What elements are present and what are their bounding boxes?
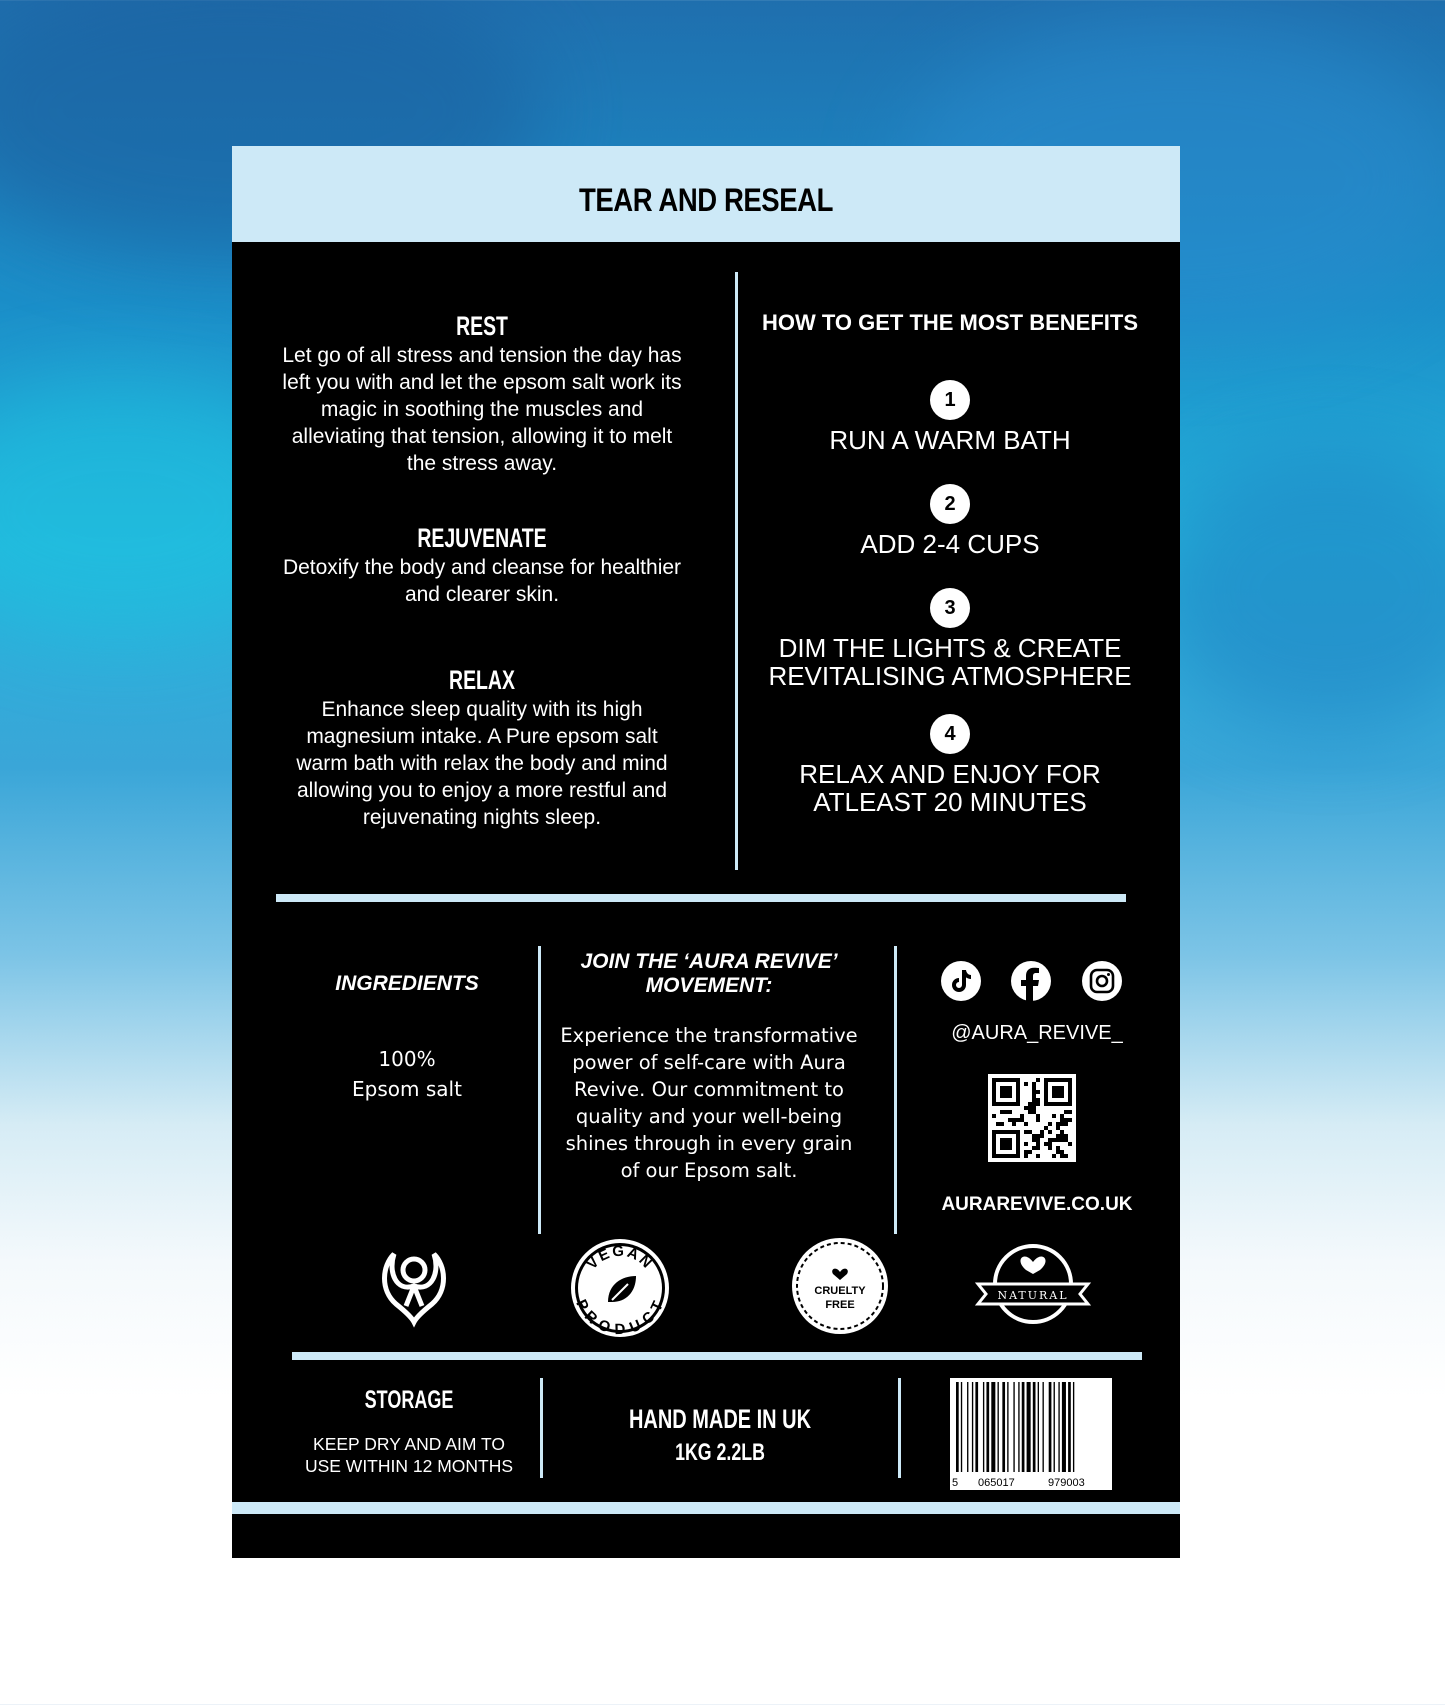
product-back-label (232, 146, 1180, 1558)
movement-text: Experience the transformative power of self-care with Aura Revive. Our commitment to quality and your well-being shines through in every grain of our Epsom salt. (560, 1024, 858, 1182)
step-1 (732, 380, 1168, 454)
vegan-badge-text: VEGAN (583, 1242, 657, 1273)
storage-text: USE WITHIN 12 MONTHS (304, 1456, 514, 1476)
benefit-text: Enhance sleep quality with its high magnesium intake. A Pure epsom salt warm bath with relax the body and mind allowing you to enjoy a more restful and rejuvenating nights sleep. (296, 698, 668, 829)
origin-weight-section (542, 1404, 898, 1467)
made-in-text: HAND MADE IN UK (628, 1404, 812, 1434)
step-text: ADD 2-4 CUPS (860, 529, 1040, 559)
benefit-title: REST (456, 311, 508, 341)
ingredients-line: Epsom salt (352, 1077, 462, 1101)
column-divider (538, 946, 541, 1234)
background-texture (1150, 450, 1445, 730)
benefit-rest (282, 310, 682, 477)
step-text: RUN A WARM BATH (829, 425, 1071, 455)
tear-reseal-band (232, 146, 1180, 242)
column-divider (894, 946, 897, 1234)
movement-title: MOVEMENT: (645, 974, 773, 997)
storage-text: KEEP DRY AND AIM TO (313, 1434, 505, 1454)
vegan-product-badge (568, 1236, 672, 1340)
step-number: 1 (930, 380, 970, 420)
ingredients-line: 100% (378, 1047, 436, 1071)
step-text: RELAX AND ENJOY FOR (799, 759, 1101, 789)
benefit-rejuvenate (282, 522, 682, 608)
barcode (950, 1378, 1112, 1490)
step-text: ATLEAST 20 MINUTES (813, 787, 1087, 817)
step-4 (732, 714, 1168, 816)
instagram-icon[interactable] (1082, 961, 1122, 1001)
step-text: DIM THE LIGHTS & CREATE (778, 633, 1122, 663)
bottom-accent-strip (232, 1502, 1180, 1514)
wellness-figure-icon (366, 1232, 462, 1328)
facebook-icon[interactable] (1011, 961, 1051, 1001)
cruelty-badge-text: CRUELTY (814, 1285, 866, 1297)
movement-title: JOIN THE ‘AURA REVIVE’ (580, 950, 838, 973)
cruelty-free-badge (790, 1236, 890, 1336)
section-divider (276, 894, 1126, 902)
step-text: REVITALISING ATMOSPHERE (768, 661, 1132, 691)
how-to-title: HOW TO GET THE MOST BENEFITS (761, 310, 1139, 335)
tear-reseal-title: TEAR AND RESEAL (579, 182, 833, 218)
step-3 (732, 588, 1168, 690)
benefit-text: Let go of all stress and tension the day has left you with and let the epsom salt work its magic in soothing the muscles and alleviating that tension, allowing it to melt the stress away. (282, 344, 682, 475)
vegan-badge-text: PRODUCT (572, 1296, 668, 1339)
tiktok-icon[interactable] (941, 961, 981, 1001)
step-number: 2 (930, 484, 970, 524)
barcode-digit: 979003 (1048, 1477, 1085, 1489)
ingredients-title: INGREDIENTS (335, 972, 479, 995)
qr-code[interactable] (988, 1074, 1076, 1162)
movement-section (558, 950, 860, 1184)
section-divider (292, 1352, 1142, 1360)
column-divider (898, 1378, 901, 1478)
benefit-title: RELAX (449, 665, 515, 695)
benefit-title: REJUVENATE (417, 523, 547, 553)
step-2 (732, 484, 1168, 558)
barcode-digit: 5 (952, 1477, 959, 1489)
storage-section (282, 1386, 536, 1477)
barcode-digit: 065017 (978, 1477, 1015, 1489)
cruelty-badge-text: FREE (825, 1299, 855, 1311)
storage-title: STORAGE (364, 1386, 454, 1414)
step-number: 3 (930, 588, 970, 628)
social-handle: @AURA_REVIVE_ (951, 1022, 1123, 1044)
natural-badge-text: NATURAL (997, 1289, 1069, 1302)
benefit-text: Detoxify the body and cleanse for healthier and clearer skin. (282, 556, 682, 606)
ingredients-section (282, 972, 532, 1104)
step-number: 4 (930, 714, 970, 754)
benefit-relax (282, 664, 682, 831)
weight-text: 1KG 2.2LB (675, 1439, 765, 1466)
website-link[interactable]: AURAREVIVE.CO.UK (941, 1194, 1133, 1215)
natural-badge (974, 1240, 1092, 1330)
